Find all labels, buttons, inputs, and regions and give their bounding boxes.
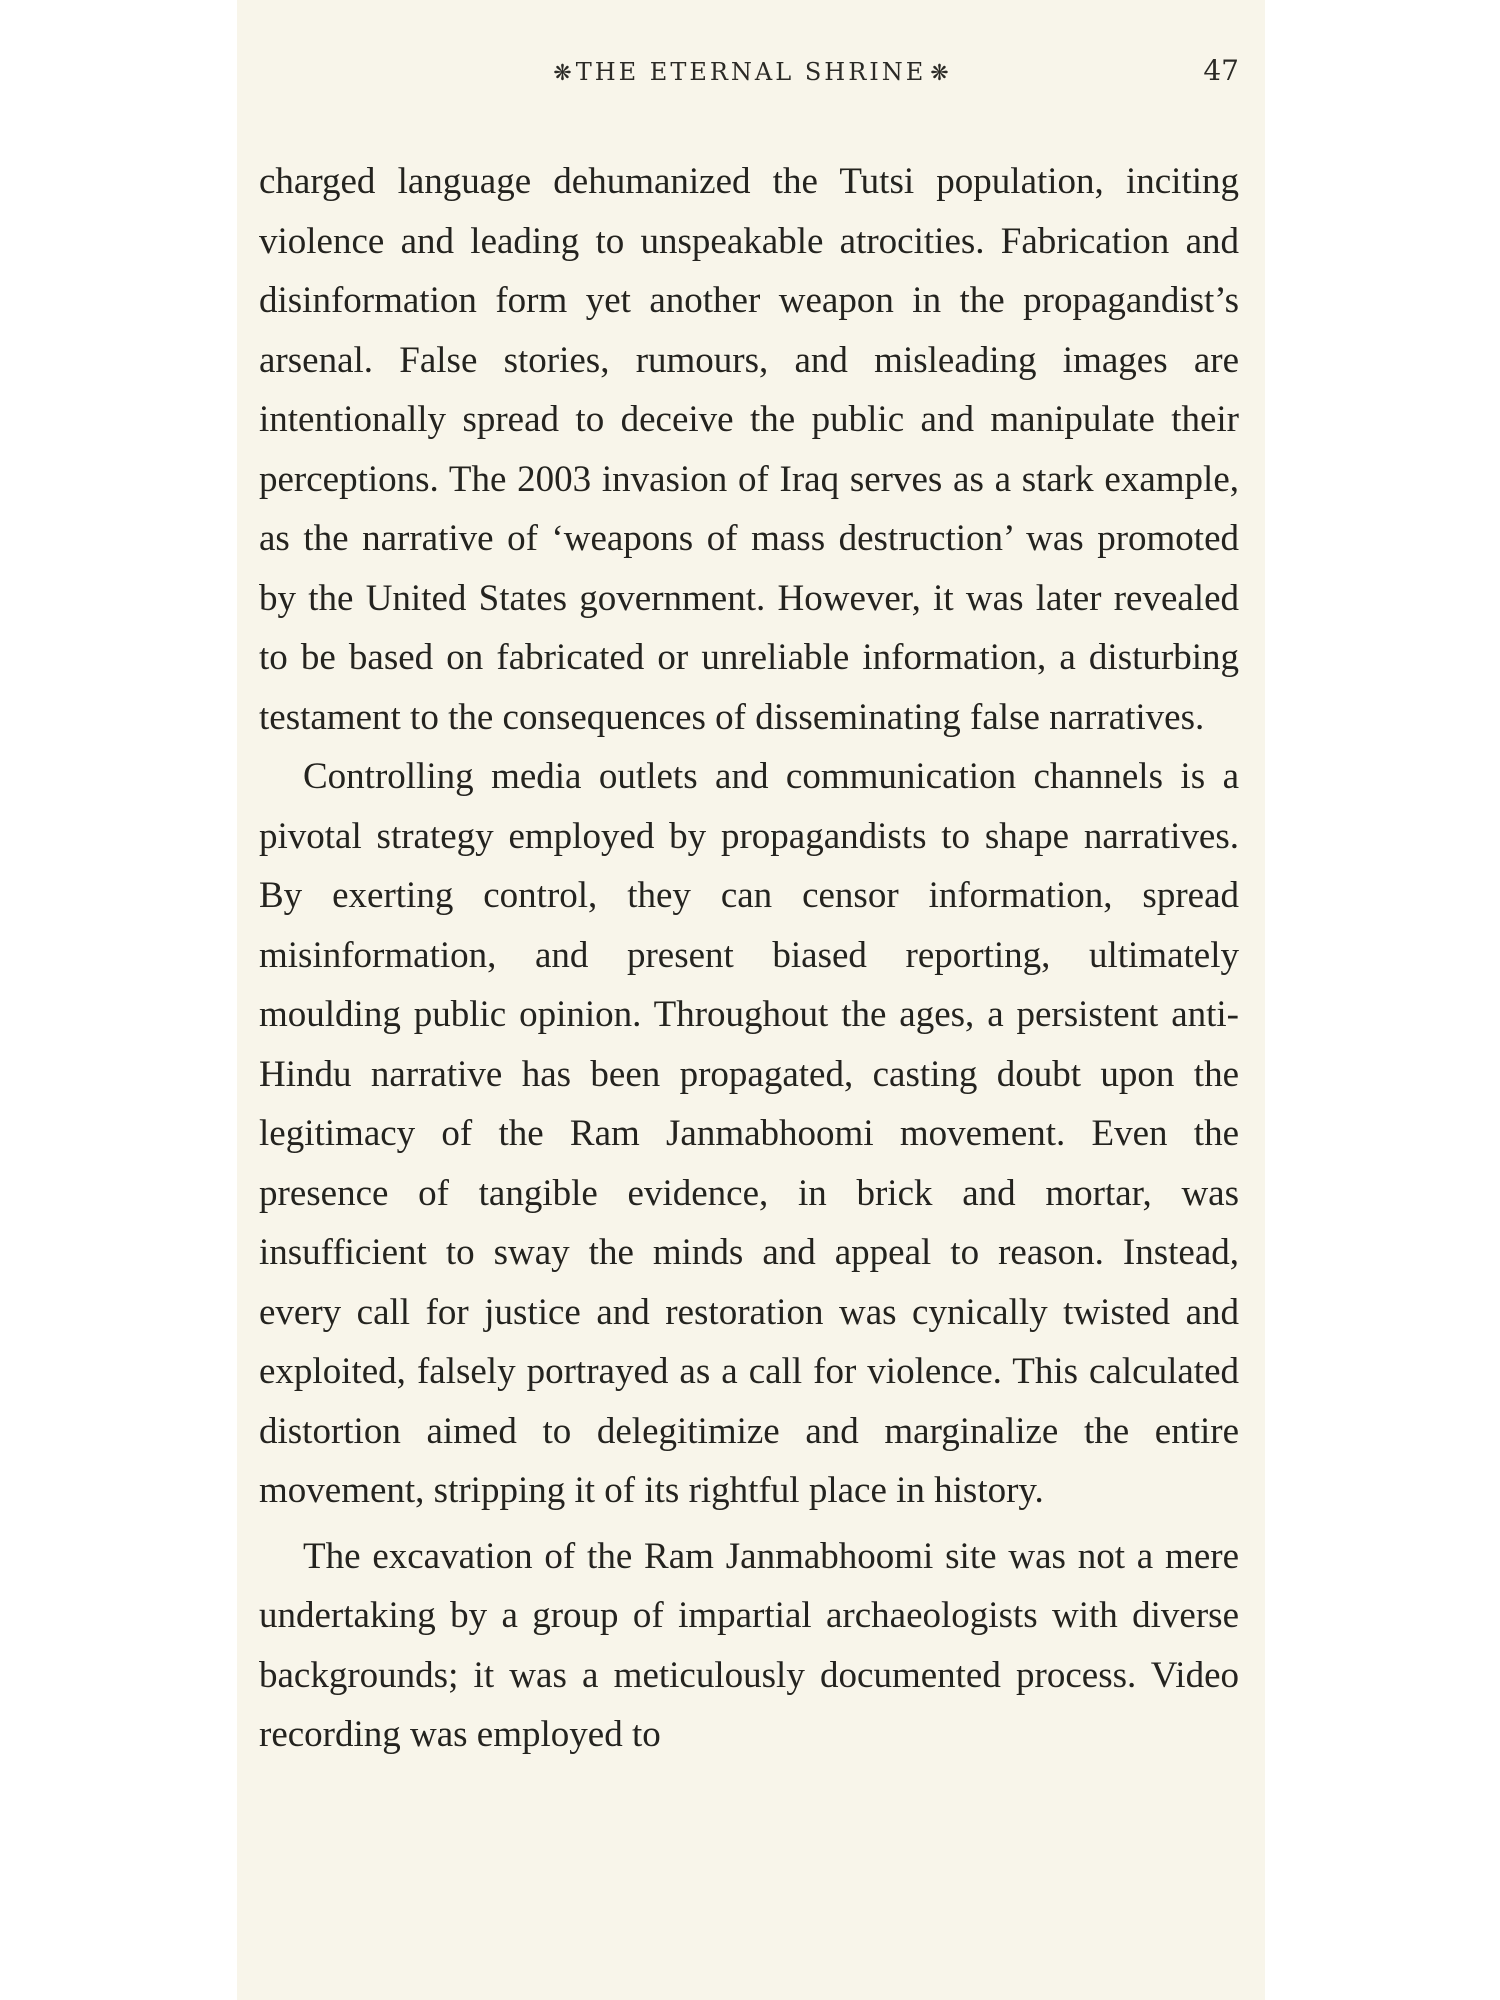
ornament-right-icon: ❋ (930, 61, 949, 86)
ornament-left-icon: ❋ (553, 61, 572, 86)
page-number: 47 (1203, 54, 1239, 87)
paragraph-1: charged language dehumanized the Tutsi population, inciting violence and leading to unspeakable atrocities. Fabrication and disinformation form yet another weapon in the propagandist’s arsenal. False stories, rumours, and misleading images are intentionally spread to deceive the public and manipulate their perceptions. The 2003 invasion of Iraq serves as a stark example, as the narrative of ‘weapons of mass destruction’ was promoted by the United States government. However, it was later revealed to be based on fabricated or unreliable information, a disturbing testament to the consequences of disseminating false narratives. (259, 161, 1239, 738)
book-title: THE ETERNAL SHRINE (575, 58, 927, 86)
running-title (237, 58, 1265, 86)
paragraph-3: The excavation of the Ram Janmabhoomi site was not a mere undertaking by a group of impartial archaeologists with diverse backgrounds; it was a meticulously documented process. Video recording was employed to (259, 1535, 1239, 1755)
book-page (237, 0, 1265, 2000)
body-text (259, 152, 1239, 1765)
running-header (237, 52, 1265, 96)
paragraph-2: Controlling media outlets and communication channels is a pivotal strategy employed by propagandists to shape narratives. By exerting control, they can censor information, spread misinformation, and present biased reporting, ultimately moulding public opinion. Throughout the ages, a persistent anti-Hindu narrative has been propagated, casting doubt upon the legitimacy of the Ram Janmabhoomi movement. Even the presence of tangible evidence, in brick and mortar, was insufficient to sway the minds and appeal to reason. Instead, every call for justice and restoration was cynically twisted and exploited, falsely portrayed as a call for violence. This calculated distortion aimed to delegitimize and marginalize the entire movement, stripping it of its rightful place in history. (259, 756, 1239, 1511)
